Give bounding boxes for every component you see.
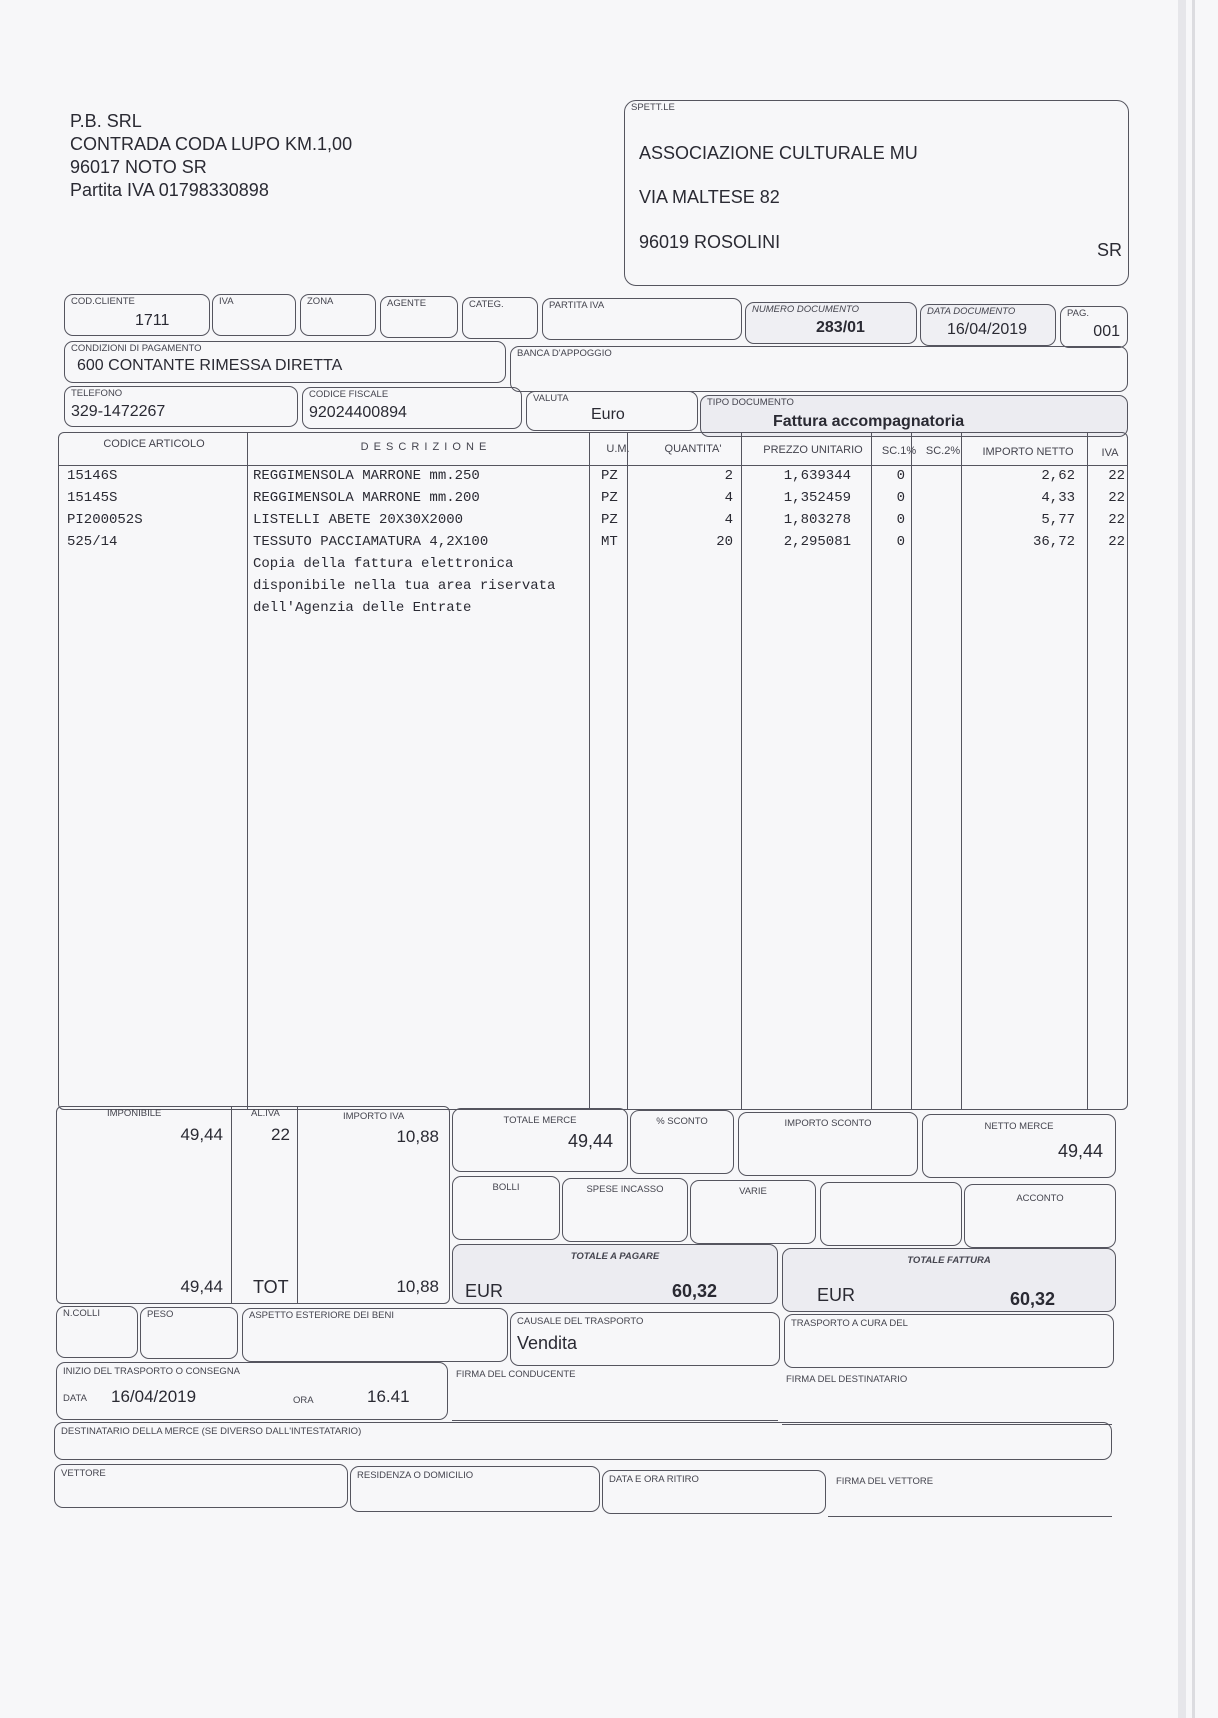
importo-iva-tot: 10,88 xyxy=(396,1277,439,1296)
valuta: Euro xyxy=(591,406,625,423)
tot-label: TOT xyxy=(253,1277,289,1297)
totale-fattura: 60,32 xyxy=(1009,1289,1055,1309)
sconto-box: % SCONTO xyxy=(630,1110,734,1174)
table-row: 15146S REGGIMENSOLA MARRONE mm.250 PZ 2 1,639344 0 2,62 22 xyxy=(67,468,1125,484)
th-um: U.M. xyxy=(606,443,630,455)
tipo-documento-box: TIPO DOCUMENTO Fattura accompagnatoria xyxy=(700,395,1128,437)
totale-fattura-box: TOTALE FATTURA EUR 60,32 xyxy=(782,1248,1116,1312)
th-sc1: SC.1% xyxy=(881,445,917,457)
data-documento: 16/04/2019 xyxy=(947,321,1028,338)
condizioni-box: CONDIZIONI DI PAGAMENTO 600 CONTANTE RIMESSA DIRETTA xyxy=(64,341,506,383)
recipient-province: SR xyxy=(1096,240,1122,260)
imponibile: 49,44 xyxy=(180,1125,223,1144)
numero-documento-box: NUMERO DOCUMENTO 283/01 xyxy=(745,302,917,344)
zona-box: ZONA xyxy=(300,294,376,336)
vat-summary-box: IMPONIBILE AL.IVA IMPORTO IVA 49,44 22 10,88 49,44 TOT 10,88 xyxy=(56,1106,450,1304)
netto-merce-box: NETTO MERCE 49,44 xyxy=(922,1114,1116,1178)
recipient-box xyxy=(624,100,1129,286)
causale-box: CAUSALE DEL TRASPORTO Vendita xyxy=(510,1312,780,1366)
iva-box: IVA xyxy=(212,294,296,336)
table-row: PI200052S LISTELLI ABETE 20X30X2000 PZ 4 1,803278 0 5,77 22 xyxy=(67,512,1125,528)
th-prezzo: PREZZO UNITARIO xyxy=(763,444,863,456)
cod-cliente: 1711 xyxy=(135,312,170,329)
spese-incasso-box: SPESE INCASSO xyxy=(562,1178,688,1242)
bolli-box: BOLLI xyxy=(452,1176,560,1240)
aliquota-iva: 22 xyxy=(271,1125,290,1144)
sender-city: 96017 NOTO SR xyxy=(70,157,207,177)
vettore-box: VETTORE xyxy=(54,1464,348,1508)
sender-block xyxy=(70,110,352,202)
cod-cliente-box: COD.CLIENTE 1711 xyxy=(64,294,210,336)
currency-fattura: EUR xyxy=(817,1285,856,1305)
th-descrizione: D E S C R I Z I O N E xyxy=(360,441,488,453)
firma-conducente-line xyxy=(452,1420,778,1421)
aspetto-box: ASPETTO ESTERIORE DEI BENI xyxy=(242,1308,508,1362)
th-sc2: SC.2% xyxy=(925,445,961,457)
th-importo: IMPORTO NETTO xyxy=(982,446,1074,458)
table-note-line: Copia della fattura elettronica xyxy=(253,556,514,572)
ora-trasporto: 16.41 xyxy=(367,1387,410,1406)
ritiro-box: DATA E ORA RITIRO xyxy=(602,1470,826,1514)
partita-iva-box: PARTITA IVA xyxy=(542,298,742,340)
items-table xyxy=(58,432,1128,1110)
table-note-line: dell'Agenzia delle Entrate xyxy=(253,600,472,616)
ncolli-box: N.COLLI xyxy=(56,1306,138,1358)
firma-vettore-line xyxy=(828,1516,1112,1517)
importo-iva: 10,88 xyxy=(396,1127,439,1146)
sender-vat: Partita IVA 01798330898 xyxy=(70,180,269,200)
empty-box xyxy=(820,1182,962,1246)
banca-box: BANCA D'APPOGGIO xyxy=(510,346,1128,392)
firma-vettore-label: FIRMA DEL VETTORE xyxy=(836,1476,934,1487)
recipient-label: SPETT.LE xyxy=(631,102,675,113)
importo-sconto-box: IMPORTO SCONTO xyxy=(738,1112,918,1176)
data-trasporto: 16/04/2019 xyxy=(111,1387,197,1406)
data-documento-box: DATA DOCUMENTO 16/04/2019 xyxy=(920,304,1056,346)
telefono: 329-1472267 xyxy=(71,403,166,420)
peso-box: PESO xyxy=(140,1307,238,1359)
scan-edge-shadow xyxy=(1192,0,1195,1718)
table-row: 525/14 TESSUTO PACCIAMATURA 4,2X100 MT 20 2,295081 0 36,72 22 xyxy=(67,534,1125,550)
residenza-box: RESIDENZA O DOMICILIO xyxy=(350,1466,600,1512)
varie-box: VARIE xyxy=(690,1180,816,1244)
table-row: 15145S REGGIMENSOLA MARRONE mm.200 PZ 4 1,352459 0 4,33 22 xyxy=(67,490,1125,506)
scan-edge-shadow xyxy=(1178,0,1186,1718)
th-codice: CODICE ARTICOLO xyxy=(103,438,205,450)
recipient-name: ASSOCIAZIONE CULTURALE MU xyxy=(639,143,918,163)
totale-merce: 49,44 xyxy=(567,1131,613,1151)
recipient-city: 96019 ROSOLINI xyxy=(639,232,781,252)
valuta-box: VALUTA Euro xyxy=(526,391,698,431)
firma-destinatario-label: FIRMA DEL DESTINATARIO xyxy=(786,1374,908,1385)
condizioni: 600 CONTANTE RIMESSA DIRETTA xyxy=(77,357,343,374)
pag: 001 xyxy=(1093,323,1120,340)
th-iva: IVA xyxy=(1101,447,1119,459)
totale-merce-box: TOTALE MERCE 49,44 xyxy=(452,1108,628,1172)
netto-merce: 49,44 xyxy=(1057,1141,1103,1161)
totale-pagare-box: TOTALE A PAGARE EUR 60,32 xyxy=(452,1244,778,1304)
agente-box: AGENTE xyxy=(380,296,458,338)
causale: Vendita xyxy=(517,1333,578,1353)
th-quantita: QUANTITA' xyxy=(664,443,722,455)
categ-box: CATEG. xyxy=(462,297,538,339)
recipient-address: VIA MALTESE 82 xyxy=(639,187,780,207)
table-note-line: disponibile nella tua area riservata xyxy=(253,578,556,594)
trasporto-cura-box: TRASPORTO A CURA DEL xyxy=(784,1314,1114,1368)
firma-conducente-label: FIRMA DEL CONDUCENTE xyxy=(456,1369,576,1380)
imponibile-tot: 49,44 xyxy=(180,1277,223,1296)
acconto-box: ACCONTO xyxy=(964,1184,1116,1248)
tipo-documento: Fattura accompagnatoria xyxy=(773,413,965,430)
inizio-trasporto-box: INIZIO DEL TRASPORTO O CONSEGNA DATA 16/04/2019 ORA 16.41 xyxy=(56,1362,448,1420)
codice-fiscale-box: CODICE FISCALE 92024400894 xyxy=(302,387,522,429)
currency-pagare: EUR xyxy=(465,1281,504,1301)
pag-box: PAG. 001 xyxy=(1060,306,1128,348)
sender-address: CONTRADA CODA LUPO KM.1,00 xyxy=(70,134,353,154)
totale-pagare: 60,32 xyxy=(671,1281,717,1301)
numero-documento: 283/01 xyxy=(816,319,865,336)
telefono-box: TELEFONO 329-1472267 xyxy=(64,386,298,427)
destinatario-box: DESTINATARIO DELLA MERCE (SE DIVERSO DALL'INTESTATARIO) xyxy=(54,1422,1112,1460)
codice-fiscale: 92024400894 xyxy=(309,404,407,421)
sender-name: P.B. SRL xyxy=(70,111,142,131)
